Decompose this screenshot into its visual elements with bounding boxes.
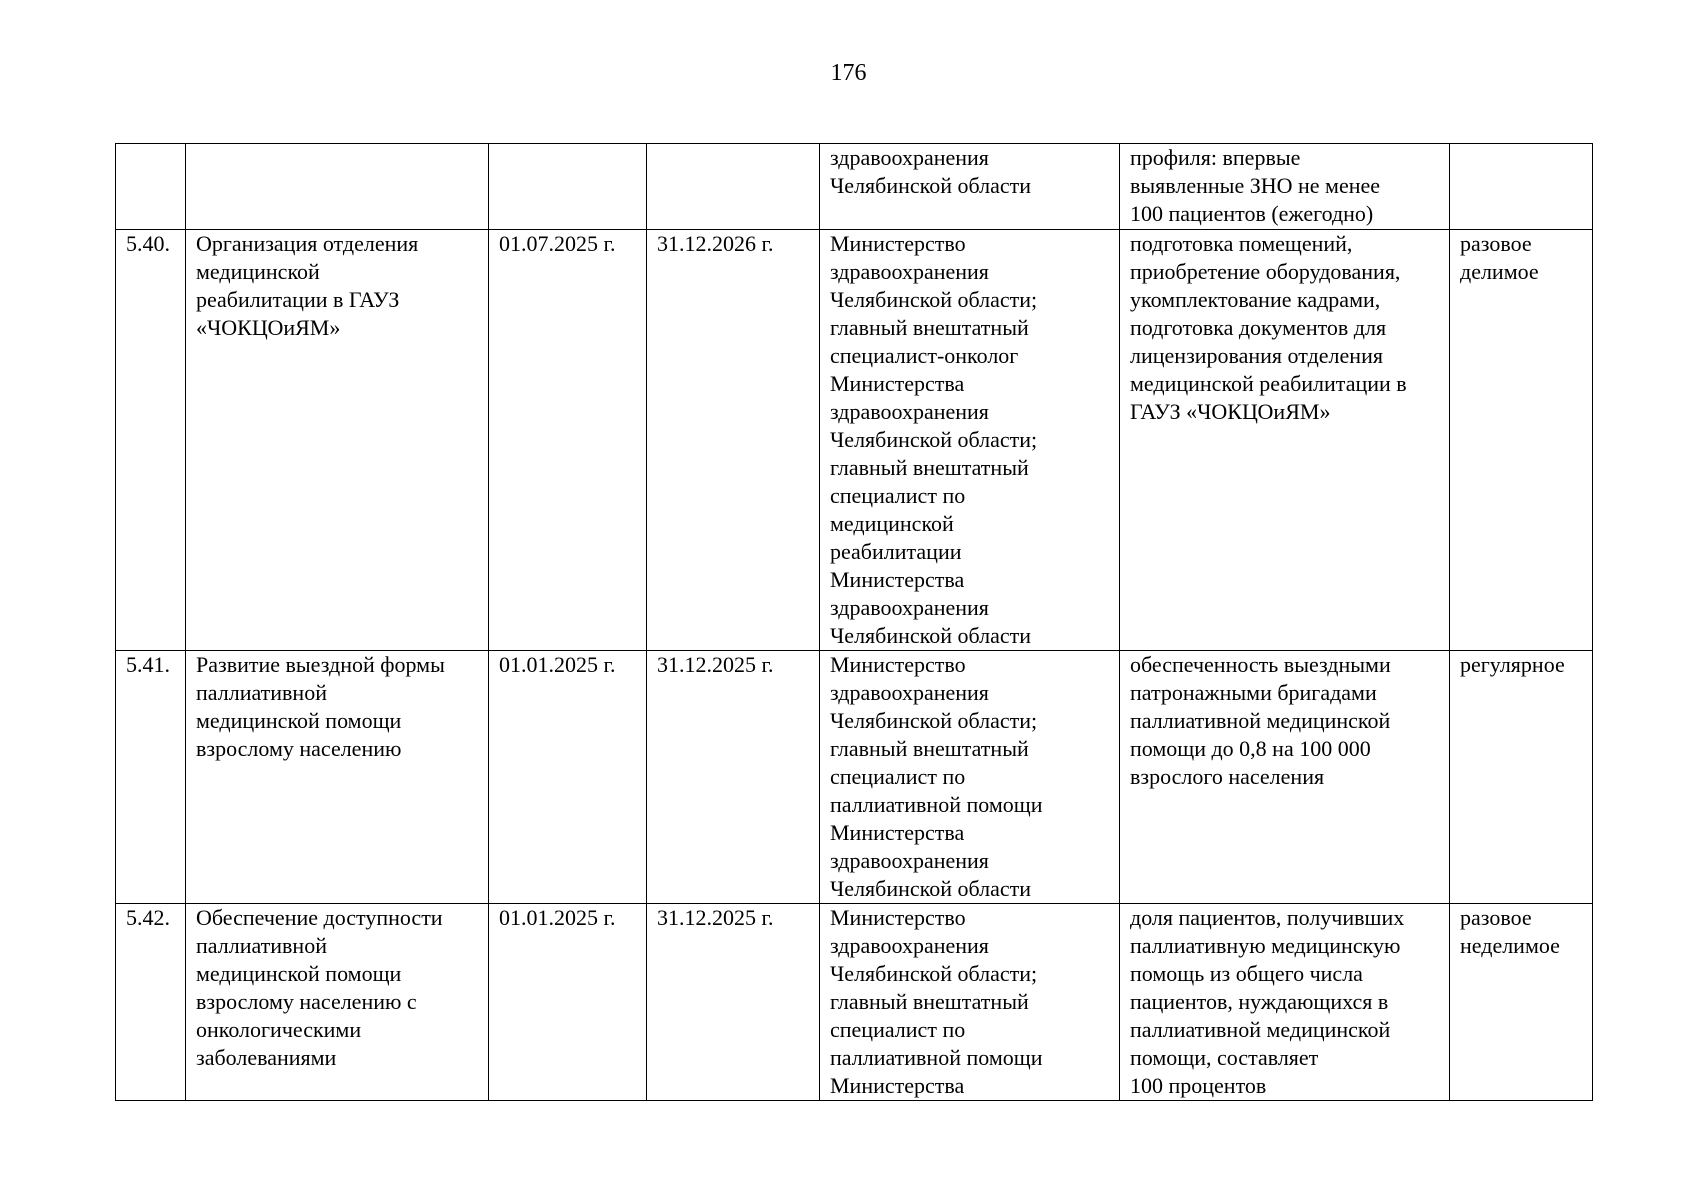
cell-text-line: подготовка документов для [1130, 315, 1387, 340]
table-row [116, 144, 1593, 230]
cell-text-line: заболеваниями [196, 1045, 337, 1070]
cell-text-line: Министерство [830, 652, 966, 677]
cell-text-line: здравоохранения [830, 145, 989, 170]
cell-text-line: паллиативной [196, 680, 327, 705]
cell-text-line: здравоохранения [830, 595, 989, 620]
cell-text-line: здравоохранения [830, 933, 989, 958]
responsible-cell [820, 144, 1120, 230]
cell-text: 01.01.2025 г. [499, 652, 616, 677]
cell-text-line: здравоохранения [830, 259, 989, 284]
cell-text-line: здравоохранения [830, 848, 989, 873]
table-row [116, 651, 1593, 904]
cell-text: 31.12.2026 г. [657, 231, 774, 256]
table-row [116, 230, 1593, 651]
cell-text-line: Челябинской области [830, 173, 1032, 198]
cell-text-line: патронажными бригадами [1130, 680, 1377, 705]
cell-text-line: обеспеченность выездными [1130, 652, 1391, 677]
cell-text-line: 100 пациентов (ежегодно) [1130, 201, 1374, 226]
cell-text-line: доля пациентов, получивших [1130, 905, 1405, 930]
cell-text-line: Министерство [830, 231, 966, 256]
cell-text-line: Министерства [830, 820, 965, 845]
responsible-cell [820, 651, 1120, 904]
measures-table [115, 143, 1593, 1101]
cell-text: 5.40. [126, 231, 170, 256]
cell-text-line: Челябинской области; [830, 287, 1038, 312]
result-cell [1120, 651, 1450, 904]
table-row [116, 904, 1593, 1101]
item-number-cell [116, 144, 186, 230]
measure-name-cell [186, 230, 489, 651]
cell-text-line: разовое [1460, 905, 1532, 930]
cell-text-line: главный внештатный [830, 315, 1029, 340]
cell-text-line: специалист по [830, 764, 966, 789]
cell-text-line: Министерства [830, 371, 965, 396]
cell-text-line: специалист по [830, 483, 966, 508]
cell-text-line: медицинской реабилитации в [1130, 371, 1407, 396]
cell-text-line: подготовка помещений, [1130, 231, 1353, 256]
cell-text-line: 100 процентов [1130, 1073, 1267, 1098]
end-date-cell [647, 651, 820, 904]
cell-text-line: главный внештатный [830, 455, 1029, 480]
cell-text-line: Министерства [830, 1073, 965, 1098]
end-date-cell [647, 904, 820, 1101]
cell-text-line: паллиативной помощи [830, 792, 1043, 817]
cell-text-line: выявленные ЗНО не менее [1130, 173, 1381, 198]
cell-text-line: ГАУЗ «ЧОКЦОиЯМ» [1130, 399, 1331, 424]
end-date-cell [647, 144, 820, 230]
cell-text: 31.12.2025 г. [657, 905, 774, 930]
measure-name-cell [186, 144, 489, 230]
cell-text-line: главный внештатный [830, 736, 1029, 761]
cell-text-line: медицинской помощи [196, 961, 402, 986]
cell-text-line: укомплектование кадрами, [1130, 287, 1381, 312]
cell-text-line: «ЧОКЦОиЯМ» [196, 315, 341, 340]
cell-text-line: помощи до 0,8 на 100 000 [1130, 736, 1371, 761]
cell-text-line: профиля: впервые [1130, 145, 1301, 170]
cell-text-line: Челябинской области [830, 876, 1032, 901]
cell-text-line: взрослого населения [1130, 764, 1325, 789]
cell-text-line: здравоохранения [830, 680, 989, 705]
cell-text: 01.07.2025 г. [499, 231, 616, 256]
cell-text-line: помощь из общего числа [1130, 961, 1363, 986]
cell-text-line: паллиативной медицинской [1130, 708, 1391, 733]
item-number-cell [116, 651, 186, 904]
cell-text-line: здравоохранения [830, 399, 989, 424]
cell-text-line: паллиативной медицинской [1130, 1017, 1391, 1042]
cell-text-line: Челябинской области; [830, 961, 1038, 986]
responsible-cell [820, 904, 1120, 1101]
cell-text-line: Министерства [830, 567, 965, 592]
cell-text: 5.41. [126, 652, 170, 677]
measure-type-cell [1450, 230, 1593, 651]
cell-text-line: специалист по [830, 1017, 966, 1042]
measure-type-cell [1450, 904, 1593, 1101]
cell-text-line: помощи, составляет [1130, 1045, 1319, 1070]
cell-text-line: реабилитации [830, 539, 962, 564]
measure-type-cell [1450, 651, 1593, 904]
start-date-cell [489, 230, 647, 651]
cell-text-line: Обеспечение доступности [196, 905, 443, 930]
result-cell [1120, 144, 1450, 230]
cell-text-line: паллиативную медицинскую [1130, 933, 1401, 958]
cell-text-line: реабилитации в ГАУЗ [196, 287, 400, 312]
cell-text-line: Развитие выездной формы [196, 652, 445, 677]
start-date-cell [489, 144, 647, 230]
measure-name-cell [186, 651, 489, 904]
start-date-cell [489, 904, 647, 1101]
cell-text-line: медицинской [196, 259, 320, 284]
cell-text-line: Министерство [830, 905, 966, 930]
measure-name-cell [186, 904, 489, 1101]
cell-text-line: специалист-онколог [830, 343, 1019, 368]
cell-text-line: медицинской помощи [196, 708, 402, 733]
cell-text-line: лицензирования отделения [1130, 343, 1383, 368]
cell-text-line: делимое [1460, 259, 1539, 284]
cell-text-line: взрослому населению с [196, 989, 417, 1014]
cell-text-line: разовое [1460, 231, 1532, 256]
cell-text-line: пациентов, нуждающихся в [1130, 989, 1389, 1014]
cell-text-line: медицинской [830, 511, 954, 536]
cell-text-line: Организация отделения [196, 231, 419, 256]
measure-type-cell [1450, 144, 1593, 230]
item-number-cell [116, 904, 186, 1101]
cell-text-line: онкологическими [196, 1017, 362, 1042]
start-date-cell [489, 651, 647, 904]
cell-text-line: главный внештатный [830, 989, 1029, 1014]
item-number-cell [116, 230, 186, 651]
cell-text-line: взрослому населению [196, 736, 402, 761]
cell-text-line: паллиативной помощи [830, 1045, 1043, 1070]
cell-text-line: Челябинской области; [830, 427, 1038, 452]
cell-text: 5.42. [126, 905, 170, 930]
result-cell [1120, 904, 1450, 1101]
cell-text-line: Челябинской области; [830, 708, 1038, 733]
cell-text-line: неделимое [1460, 933, 1560, 958]
cell-text: 31.12.2025 г. [657, 652, 774, 677]
page-number: 176 [830, 60, 867, 86]
cell-text-line: паллиативной [196, 933, 327, 958]
result-cell [1120, 230, 1450, 651]
responsible-cell [820, 230, 1120, 651]
cell-text-line: Челябинской области [830, 623, 1032, 648]
end-date-cell [647, 230, 820, 651]
cell-text-line: регулярное [1460, 652, 1565, 677]
cell-text-line: приобретение оборудования, [1130, 259, 1401, 284]
cell-text: 01.01.2025 г. [499, 905, 616, 930]
